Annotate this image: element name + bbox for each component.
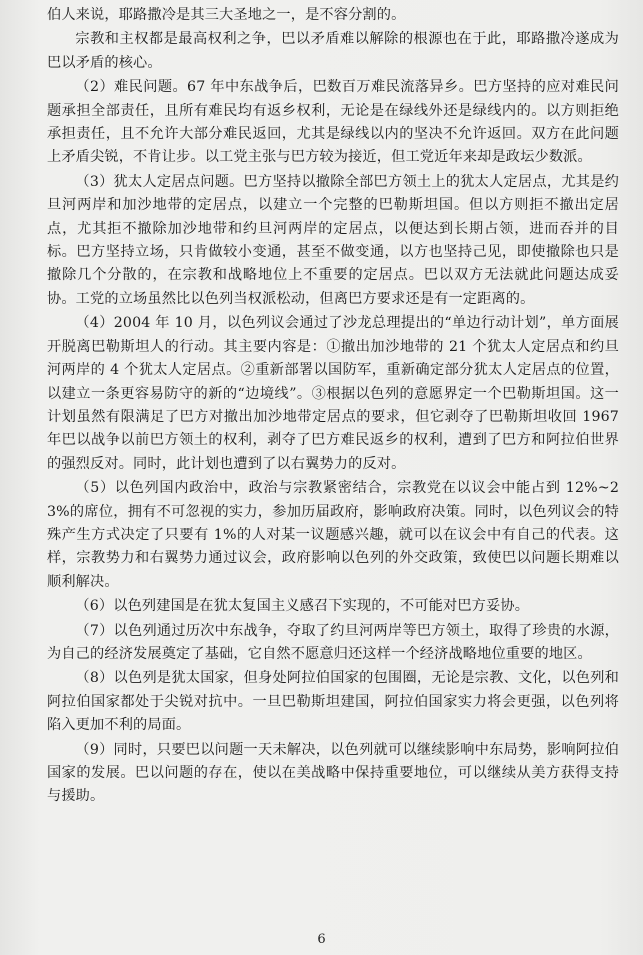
paragraph-us-strategy: （9）同时，只要巴以问题一天未解决，以色列就可以继续影响中东局势，影响阿拉伯国家的发展。巴以问题的存在，使以在美战略中保持重要地位，可以继续从美方获得支持与援助。 — [47, 741, 619, 805]
paragraph-refugees: （2）难民问题。67 年中东战争后，巴数百万难民流落异乡。巴方坚持的应对难民问题承担全部责任，且所有难民均有返乡权利，无论是在绿线外还是绿线内的。以方则拒绝承担责任，且不允许大部分难民返回，尤其是绿线以内的坚决不允许返回。双方在此问题上矛盾尖锐，不肯让步。以工党主张与巴方较为接近，但工党近年来却是政坛少数派。 — [47, 79, 619, 166]
paragraph-sovereignty: 宗教和主权都是最高权利之争，巴以矛盾难以解除的根源也在于此，耶路撒冷遂成为巴以矛盾的核心。 — [47, 31, 619, 71]
paragraph-settlements: （3）犹太人定居点问题。巴方坚持以撤除全部巴方领土上的犹太人定居点，尤其是约旦河两岸和加沙地带的定居点，以建立一个完整的巴勒斯坦国。但以方则拒不撤出定居点，尤其拒不撤除加沙地带和约旦河两岸的定居点，以便达到长期占领，进而吞并的目标。巴方坚持立场，只肯做较小变通，甚至不做变通，以方也坚持己见，即使撤除也只是撤除几个分散的，在宗教和战略地位上不重要的定居点。巴以双方无法就此问题达成妥协。工党的立场虽然比以色列当权派松动，但离巴方要求还是有一定距离的。 — [47, 173, 619, 307]
paragraph-zionism: （6）以色列建国是在犹太复国主义感召下实现的，不可能对巴方妥协。 — [75, 598, 530, 615]
paragraph-domestic-politics: （5）以色列国内政治中，政治与宗教紧密结合，宗教党在以议会中能占到 12%~23%的席位，拥有不可忽视的实力，参加历届政府，影响政府决策。同时，以色列议会的特殊产生方式决定了只要有 1%的人对某一议题感兴趣，就可以在议会中有自己的代表。这样，宗教势力和右翼势力通过议会，政府影响以色列的外交政策，致使巴以问题长期难以顺利解决。 — [47, 480, 619, 590]
paragraph-arab-encirclement: （8）以色列是犹太国家，但身处阿拉伯国家的包围圈，无论是宗教、文化，以色列和阿拉伯国家都处于尖锐对抗中。一旦巴勒斯坦建国，阿拉伯国家实力将会更强，以色列将陷入更加不利的局面。 — [47, 670, 619, 734]
paragraph-unilateral-plan: （4）2004 年 10 月，以色列议会通过了沙龙总理提出的“单边行动计划”，单方面展开脱离巴勒斯坦人的行动。其主要内容是：①撤出加沙地带的 21 个犹太人定居点和约旦河两岸的 4 个犹太人定居点。②重新部署以国防军，重新确定部分犹太人定居点的位置，以建立一条更容易防守的新的“边境线”。③根据以色列的意愿界定一个巴勒斯坦国。这一计划虽然有限满足了巴方对撤出加沙地带定居点的要求，但它剥夺了巴勒斯坦收回 1967 年巴以战争以前巴方领土的权利，剥夺了巴方难民返乡的权利，遭到了巴方和阿拉伯世界的强烈反对。同时，此计划也遭到了以右翼势力的反对。 — [47, 315, 619, 472]
page-number: 6 — [317, 932, 326, 947]
paragraph-continuation: 伯人来说，耶路撒冷是其三大圣地之一，是不容分割的。 — [47, 7, 406, 23]
document-body — [47, 4, 619, 809]
paragraph-territory: （7）以色列通过历次中东战争，夺取了约旦河两岸等巴方领土，取得了珍贵的水源，为自己的经济发展奠定了基础，它自然不愿意归还这样一个经济战略地位重要的地区。 — [47, 622, 619, 662]
